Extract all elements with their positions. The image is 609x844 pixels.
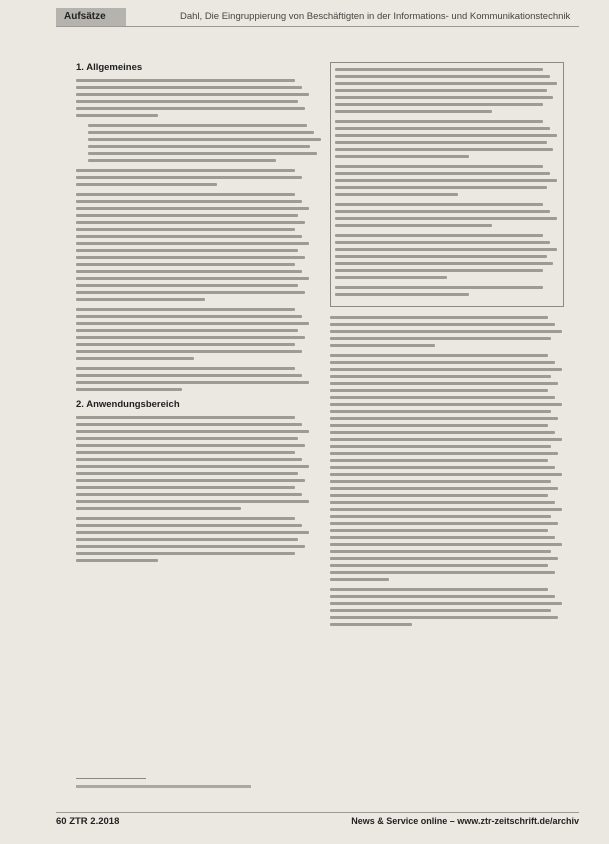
text-line: [330, 354, 548, 357]
text-line: [330, 417, 558, 420]
text-line: [330, 557, 558, 560]
text-line: [330, 382, 558, 385]
footer-link: News & Service online – www.ztr-zeitschrift.de/archiv: [351, 816, 579, 826]
text-line: [76, 486, 295, 489]
text-line: [76, 517, 295, 520]
text-line: [76, 507, 241, 510]
boxed-passage: [330, 62, 564, 307]
text-line: [335, 276, 447, 279]
text-line: [76, 430, 309, 433]
right-column: [330, 62, 564, 633]
text-line: [335, 262, 553, 265]
text-line: [76, 284, 298, 287]
text-line: [76, 256, 305, 259]
section-2-body: [76, 416, 311, 562]
text-line: [330, 403, 562, 406]
text-line: [76, 388, 182, 391]
text-line: [330, 543, 562, 546]
text-line: [76, 200, 302, 203]
text-line: [76, 249, 298, 252]
page-footer: [56, 812, 579, 828]
text-line: [76, 277, 309, 280]
paragraph: [76, 308, 311, 360]
text-line: [76, 322, 309, 325]
text-line: [330, 623, 412, 626]
text-line: [335, 127, 550, 130]
paragraph: [335, 120, 559, 158]
text-line: [76, 308, 295, 311]
text-line: [330, 487, 558, 490]
text-line: [88, 124, 307, 127]
paragraph: [76, 517, 311, 562]
text-line: [76, 493, 302, 496]
text-line: [76, 357, 194, 360]
text-line: [330, 571, 555, 574]
text-line: [330, 536, 555, 539]
text-line: [335, 186, 547, 189]
text-line: [330, 616, 558, 619]
text-line: [76, 374, 302, 377]
text-line: [335, 234, 543, 237]
paragraph: [335, 203, 559, 227]
text-line: [330, 316, 548, 319]
paragraph: [76, 124, 311, 162]
text-line: [330, 459, 548, 462]
text-line: [335, 293, 469, 296]
text-line: [76, 221, 305, 224]
text-line: [76, 214, 298, 217]
text-line: [330, 375, 551, 378]
text-line: [76, 472, 298, 475]
text-line: [330, 508, 562, 511]
text-line: [76, 263, 295, 266]
text-line: [76, 107, 305, 110]
text-line: [335, 89, 547, 92]
text-line: [76, 114, 158, 117]
text-line: [76, 381, 309, 384]
text-line: [76, 291, 305, 294]
text-line: [335, 165, 543, 168]
text-line: [330, 501, 555, 504]
text-line: [76, 329, 298, 332]
text-line: [330, 344, 435, 347]
text-line: [335, 248, 557, 251]
text-line: [330, 452, 558, 455]
section-heading-1: 1. Allgemeines: [76, 62, 143, 73]
paragraph: [335, 68, 559, 113]
text-line: [330, 466, 555, 469]
text-line: [76, 336, 305, 339]
paragraph: [335, 165, 559, 196]
text-line: [76, 93, 309, 96]
text-line: [335, 141, 547, 144]
page-header: [56, 8, 579, 28]
left-column: [76, 62, 311, 569]
footer-rule: [56, 812, 579, 813]
text-line: [76, 479, 305, 482]
text-line: [330, 361, 555, 364]
text-line: [88, 159, 276, 162]
text-line: [76, 242, 309, 245]
paragraph: [330, 316, 564, 347]
text-line: [335, 217, 557, 220]
paragraph: [76, 367, 311, 391]
text-line: [330, 396, 555, 399]
text-line: [76, 458, 302, 461]
text-line: [76, 545, 305, 548]
section-tab: Aufsätze: [56, 8, 126, 26]
paragraph: [76, 193, 311, 301]
text-line: [330, 424, 548, 427]
text-line: [88, 152, 317, 155]
text-line: [330, 529, 548, 532]
text-line: [330, 480, 551, 483]
right-column-body: [330, 316, 564, 626]
page-number: 60 ZTR 2.2018: [56, 816, 120, 827]
text-line: [330, 515, 551, 518]
text-line: [330, 473, 562, 476]
text-line: [76, 437, 298, 440]
text-line: [330, 550, 551, 553]
text-line: [76, 183, 217, 186]
text-line: [330, 595, 555, 598]
text-line: [76, 207, 309, 210]
text-line: [335, 134, 557, 137]
text-line: [330, 410, 551, 413]
text-line: [88, 131, 314, 134]
text-line: [330, 494, 548, 497]
text-line: [335, 193, 458, 196]
text-line: [76, 298, 205, 301]
text-line: [335, 286, 543, 289]
text-line: [335, 241, 550, 244]
text-line: [76, 500, 309, 503]
text-line: [335, 224, 492, 227]
text-line: [330, 602, 562, 605]
text-line: [335, 210, 550, 213]
text-line: [335, 172, 550, 175]
text-line: [335, 96, 553, 99]
text-line: [335, 155, 469, 158]
text-line: [335, 110, 492, 113]
text-line: [76, 451, 295, 454]
text-line: [76, 416, 295, 419]
text-line: [330, 564, 548, 567]
text-line: [335, 269, 543, 272]
section-heading-2: 2. Anwendungsbereich: [76, 399, 180, 410]
text-line: [88, 138, 321, 141]
text-line: [330, 438, 562, 441]
text-line: [88, 145, 310, 148]
text-line: [335, 103, 543, 106]
text-line: [330, 389, 548, 392]
paragraph: [330, 588, 564, 626]
header-rule: [56, 26, 579, 27]
text-line: [76, 193, 295, 196]
text-line: [335, 148, 553, 151]
paragraph: [76, 169, 311, 186]
text-line: [76, 350, 302, 353]
section-1-body: [76, 79, 311, 391]
text-line: [335, 179, 557, 182]
text-line: [330, 330, 562, 333]
text-line: [76, 531, 309, 534]
text-line: [76, 270, 302, 273]
text-line: [76, 176, 302, 179]
paragraph: [76, 416, 311, 510]
footnote-rule: [76, 778, 146, 779]
text-line: [330, 522, 558, 525]
text-line: [330, 609, 551, 612]
text-line: [76, 559, 158, 562]
text-line: [76, 423, 302, 426]
text-line: [335, 82, 557, 85]
text-line: [76, 86, 302, 89]
text-line: [76, 524, 302, 527]
text-line: [76, 228, 295, 231]
paragraph: [335, 286, 559, 296]
text-line: [76, 367, 295, 370]
paragraph: [330, 354, 564, 581]
paragraph: [76, 79, 311, 117]
text-line: [76, 538, 298, 541]
text-line: [76, 315, 302, 318]
text-line: [76, 552, 295, 555]
text-line: [330, 588, 548, 591]
text-line: [330, 445, 551, 448]
text-line: [335, 68, 543, 71]
text-line: [330, 337, 551, 340]
footnote-text: [76, 785, 251, 788]
text-line: [76, 79, 295, 82]
text-line: [330, 323, 555, 326]
text-line: [330, 431, 555, 434]
text-line: [335, 120, 543, 123]
text-line: [330, 578, 389, 581]
text-line: [76, 444, 305, 447]
text-line: [76, 100, 298, 103]
text-line: [335, 255, 547, 258]
text-line: [335, 75, 550, 78]
text-line: [330, 368, 562, 371]
text-line: [76, 235, 302, 238]
text-line: [335, 203, 543, 206]
paragraph: [335, 234, 559, 279]
text-line: [76, 465, 309, 468]
running-title: Dahl, Die Eingruppierung von Beschäftigten in der Informations- und Kommunikationstechnik: [180, 11, 571, 22]
text-line: [76, 169, 295, 172]
text-line: [76, 343, 295, 346]
